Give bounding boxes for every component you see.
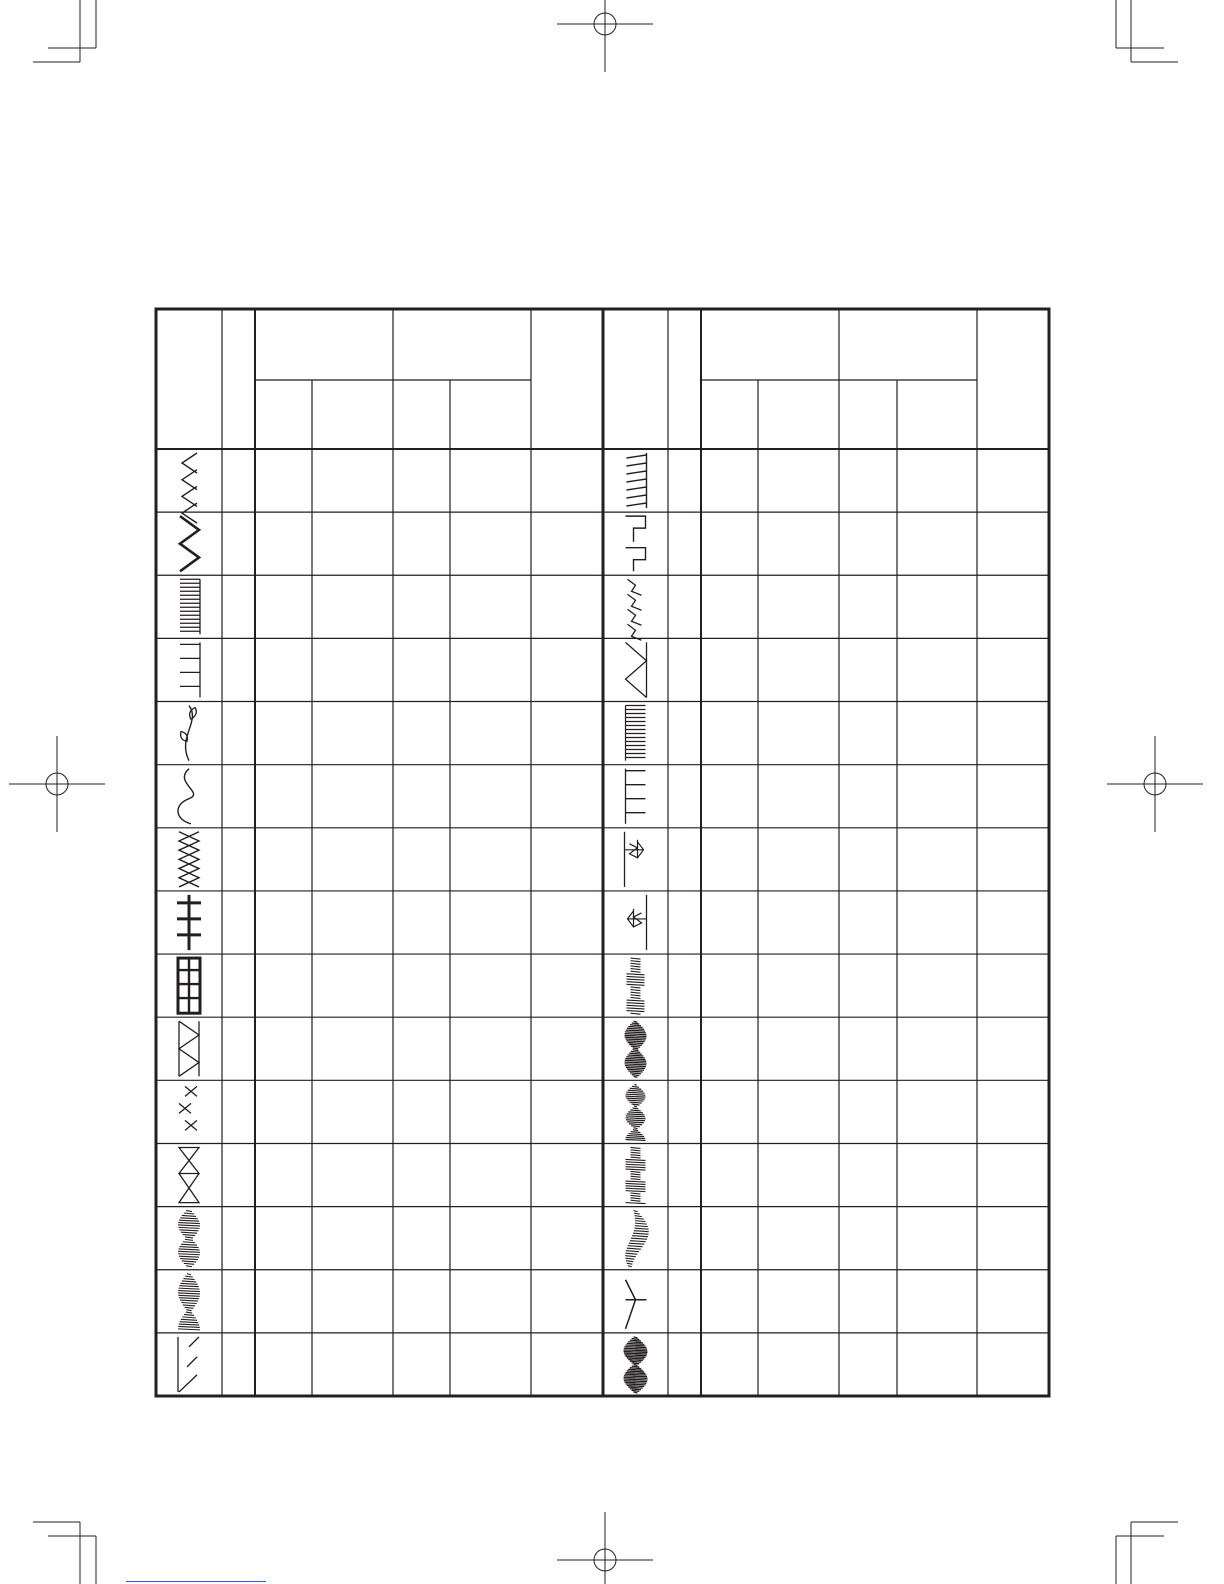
stitch-path	[626, 1084, 646, 1140]
blanket-stitch-icon	[626, 769, 646, 824]
stitch-path	[180, 642, 200, 697]
dashed-feather-stitch-icon	[178, 1337, 199, 1392]
stitch-path	[180, 516, 199, 571]
stitch-path	[179, 1021, 199, 1076]
stitch-path	[627, 453, 647, 508]
stitch-icon-column	[177, 453, 649, 1393]
arrow-branch-stitch-icon	[626, 1280, 647, 1329]
stitch-path	[625, 1021, 647, 1077]
stitch-path	[178, 1274, 200, 1330]
stitch-path	[177, 895, 201, 950]
tulip-stitch-icon	[625, 832, 644, 887]
dense-comb-stitch-icon	[180, 579, 200, 634]
satin-fan-stitch-icon	[624, 1337, 648, 1393]
ladder-cross-stitch-icon	[177, 895, 201, 950]
stitch-path	[624, 1337, 648, 1393]
stitch-path	[625, 1211, 648, 1267]
diamond-lattice-stitch-icon	[179, 832, 199, 887]
leaf-vine-stitch-icon	[181, 706, 197, 761]
cross-stitch-icon	[179, 1086, 197, 1130]
crop-marks	[9, 0, 1203, 1584]
stitch-path	[626, 1280, 647, 1329]
serpentine-stitch-icon	[178, 769, 194, 824]
stitch-path	[179, 1021, 199, 1076]
sparse-comb-stitch-icon	[180, 642, 200, 697]
table-grid	[156, 309, 1049, 1396]
large-zigzag-stitch-icon	[180, 516, 199, 571]
stitch-path	[627, 958, 645, 1014]
hourglass-stitch-icon	[179, 1147, 199, 1202]
stitch-path	[179, 1086, 197, 1130]
satin-oval-stitch-icon	[625, 1021, 647, 1077]
stitch-path	[626, 769, 646, 824]
satin-curve-stitch-icon	[625, 1211, 648, 1267]
box-ladder-stitch-icon	[178, 958, 200, 1013]
stitch-path	[626, 642, 647, 697]
registration-target-icon	[9, 736, 105, 832]
stitch-path	[181, 708, 197, 742]
registration-target-icon	[1107, 736, 1203, 832]
triangle-ladder-stitch-icon	[626, 642, 647, 697]
stitch-path	[628, 909, 647, 927]
stitch-path	[626, 1147, 646, 1203]
tulip-reverse-stitch-icon	[628, 895, 647, 950]
satin-step-stitch-icon	[627, 958, 645, 1014]
stitch-path	[626, 516, 646, 571]
braid-stitch-icon	[628, 579, 642, 640]
registration-target-icon	[557, 1512, 653, 1584]
greek-key-stitch-icon	[626, 516, 646, 571]
satin-scallop-stitch-icon	[626, 1084, 646, 1140]
stitch-path	[178, 958, 200, 1013]
slanted-comb-stitch-icon	[627, 453, 647, 508]
stitch-path	[178, 1211, 200, 1267]
registration-target-icon	[557, 0, 653, 72]
triangle-band-stitch-icon	[179, 1021, 199, 1076]
stitch-path	[179, 1147, 199, 1202]
dense-blanket-stitch-icon	[626, 706, 646, 761]
stitch-path	[626, 706, 646, 761]
satin-wave-stitch-icon	[178, 1211, 200, 1267]
stitch-path	[628, 579, 642, 640]
stitch-path	[179, 1337, 199, 1392]
satin-taper-stitch-icon	[178, 1274, 200, 1330]
satin-block-stitch-icon	[626, 1147, 646, 1203]
stitch-path	[625, 840, 644, 858]
stitch-path	[180, 579, 200, 634]
stitch-path	[178, 769, 194, 824]
stitch-path	[186, 706, 193, 761]
footer-rule	[126, 1581, 266, 1582]
